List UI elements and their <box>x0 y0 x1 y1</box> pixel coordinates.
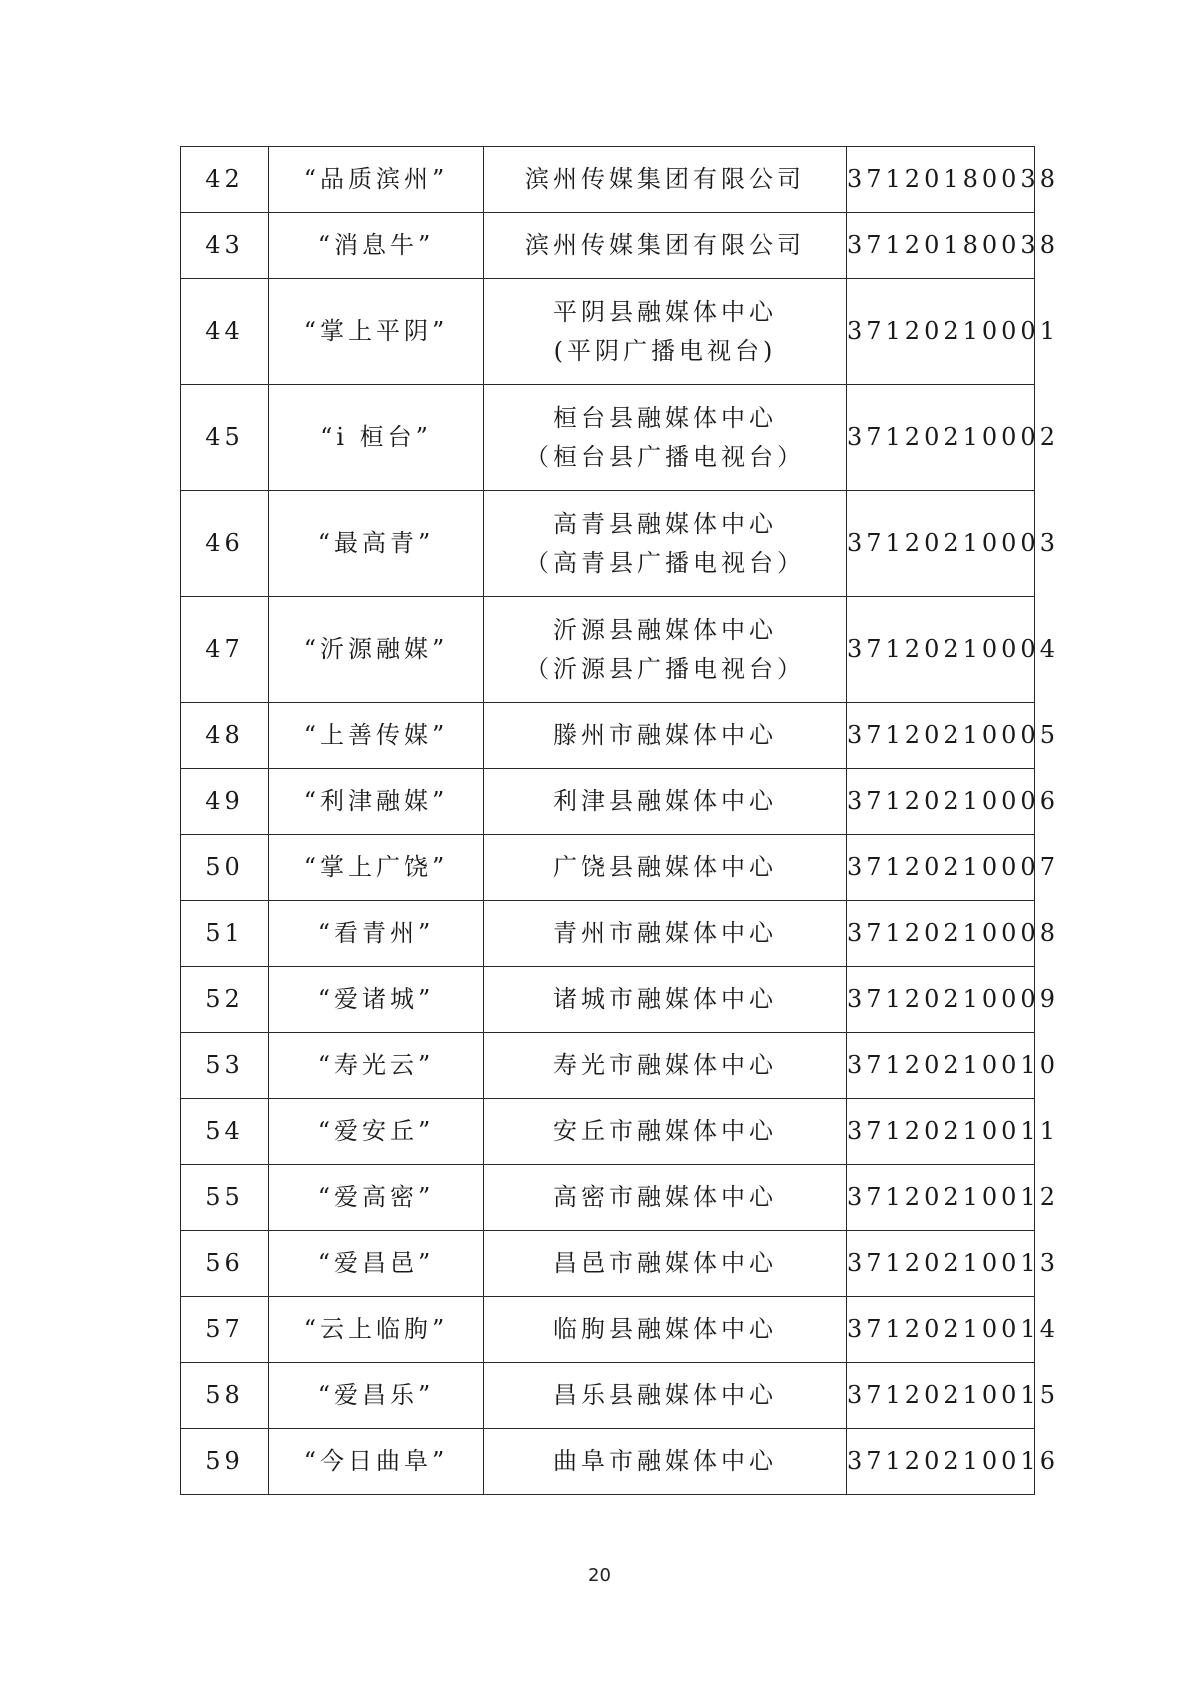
license-code-cell: 37120210012 <box>847 1165 1035 1231</box>
client-name-cell: “i 桓台” <box>269 385 484 491</box>
table-row <box>181 1165 1035 1231</box>
license-code-cell: 37120180038 <box>847 147 1035 213</box>
organization-line: (平阴广播电视台) <box>553 336 777 365</box>
license-code-cell: 37120210011 <box>847 1099 1035 1165</box>
table-row <box>181 769 1035 835</box>
organization-cell <box>484 597 847 703</box>
row-number-cell: 42 <box>181 147 269 213</box>
organization-line: 临朐县融媒体中心 <box>553 1315 777 1344</box>
client-name-cell: “爱高密” <box>269 1165 484 1231</box>
organization-cell <box>484 1297 847 1363</box>
organization-line: 高密市融媒体中心 <box>553 1183 777 1212</box>
organization-line: 高青县融媒体中心 <box>553 510 777 539</box>
row-number-cell: 44 <box>181 279 269 385</box>
table-row <box>181 1429 1035 1495</box>
row-number-cell: 48 <box>181 703 269 769</box>
organization-cell <box>484 279 847 385</box>
client-name-cell: “爱安丘” <box>269 1099 484 1165</box>
license-code-cell: 37120210010 <box>847 1033 1035 1099</box>
license-code-cell: 37120180038 <box>847 213 1035 279</box>
organization-line: 广饶县融媒体中心 <box>553 853 777 882</box>
table-row <box>181 213 1035 279</box>
organization-line: 沂源县融媒体中心 <box>553 616 777 645</box>
client-name-cell: “掌上平阴” <box>269 279 484 385</box>
client-name-cell: “爱诸城” <box>269 967 484 1033</box>
page-number: 20 <box>588 1565 611 1586</box>
organization-cell <box>484 769 847 835</box>
row-number-cell: 50 <box>181 835 269 901</box>
organization-line: 青州市融媒体中心 <box>553 919 777 948</box>
organization-line: 利津县融媒体中心 <box>553 787 777 816</box>
organization-line: 滨州传媒集团有限公司 <box>525 231 805 260</box>
organization-line: 昌邑市融媒体中心 <box>553 1249 777 1278</box>
row-number-cell: 56 <box>181 1231 269 1297</box>
organization-line: 安丘市融媒体中心 <box>553 1117 777 1146</box>
organization-line: 滨州传媒集团有限公司 <box>525 165 805 194</box>
table-row <box>181 703 1035 769</box>
organization-line: （高青县广播电视台） <box>525 548 805 577</box>
organization-line: 昌乐县融媒体中心 <box>553 1381 777 1410</box>
license-code-cell: 37120210016 <box>847 1429 1035 1495</box>
registry-table-body <box>181 147 1059 1495</box>
client-name-cell: “利津融媒” <box>269 769 484 835</box>
license-code-cell: 37120210003 <box>847 491 1035 597</box>
row-number-cell: 57 <box>181 1297 269 1363</box>
table-row <box>181 147 1035 213</box>
license-code-cell: 37120210015 <box>847 1363 1035 1429</box>
table-row <box>181 1297 1035 1363</box>
table-row <box>181 1363 1035 1429</box>
client-name-cell: “爱昌邑” <box>269 1231 484 1297</box>
table-row <box>181 1099 1035 1165</box>
table-row <box>181 279 1035 385</box>
client-name-cell: “看青州” <box>269 901 484 967</box>
organization-line: 诸城市融媒体中心 <box>553 985 777 1014</box>
license-code-cell: 37120210014 <box>847 1297 1035 1363</box>
organization-cell <box>484 147 847 213</box>
row-number-cell: 53 <box>181 1033 269 1099</box>
table-row <box>181 385 1035 491</box>
client-name-cell: “消息牛” <box>269 213 484 279</box>
organization-cell <box>484 213 847 279</box>
organization-cell <box>484 967 847 1033</box>
license-code-cell: 37120210002 <box>847 385 1035 491</box>
row-number-cell: 59 <box>181 1429 269 1495</box>
client-name-cell: “今日曲阜” <box>269 1429 484 1495</box>
organization-cell <box>484 1363 847 1429</box>
license-code-cell: 37120210008 <box>847 901 1035 967</box>
organization-line: 曲阜市融媒体中心 <box>553 1447 777 1476</box>
row-number-cell: 51 <box>181 901 269 967</box>
license-code-cell: 37120210001 <box>847 279 1035 385</box>
row-number-cell: 46 <box>181 491 269 597</box>
table-row <box>181 901 1035 967</box>
organization-cell <box>484 1033 847 1099</box>
license-code-cell: 37120210005 <box>847 703 1035 769</box>
table-row <box>181 967 1035 1033</box>
organization-line: （桓台县广播电视台） <box>525 442 805 471</box>
organization-cell <box>484 703 847 769</box>
row-number-cell: 54 <box>181 1099 269 1165</box>
client-name-cell: “最高青” <box>269 491 484 597</box>
row-number-cell: 47 <box>181 597 269 703</box>
row-number-cell: 52 <box>181 967 269 1033</box>
license-code-cell: 37120210004 <box>847 597 1035 703</box>
row-number-cell: 58 <box>181 1363 269 1429</box>
organization-cell <box>484 491 847 597</box>
organization-cell <box>484 835 847 901</box>
row-number-cell: 45 <box>181 385 269 491</box>
organization-cell <box>484 385 847 491</box>
license-code-cell: 37120210006 <box>847 769 1035 835</box>
row-number-cell: 49 <box>181 769 269 835</box>
client-name-cell: “上善传媒” <box>269 703 484 769</box>
organization-cell <box>484 1231 847 1297</box>
table-row <box>181 835 1035 901</box>
table-row <box>181 1231 1035 1297</box>
table-row <box>181 597 1035 703</box>
organization-line: 寿光市融媒体中心 <box>553 1051 777 1080</box>
row-number-cell: 43 <box>181 213 269 279</box>
client-name-cell: “掌上广饶” <box>269 835 484 901</box>
row-number-cell: 55 <box>181 1165 269 1231</box>
organization-cell <box>484 1165 847 1231</box>
organization-line: 桓台县融媒体中心 <box>553 404 777 433</box>
client-name-cell: “寿光云” <box>269 1033 484 1099</box>
client-name-cell: “品质滨州” <box>269 147 484 213</box>
organization-cell <box>484 1429 847 1495</box>
license-code-cell: 37120210007 <box>847 835 1035 901</box>
table-row <box>181 491 1035 597</box>
license-code-cell: 37120210009 <box>847 967 1035 1033</box>
organization-line: （沂源县广播电视台） <box>525 654 805 683</box>
client-name-cell: “云上临朐” <box>269 1297 484 1363</box>
organization-cell <box>484 901 847 967</box>
organization-cell <box>484 1099 847 1165</box>
organization-line: 平阴县融媒体中心 <box>553 298 777 327</box>
organization-line: 滕州市融媒体中心 <box>553 721 777 750</box>
registry-table <box>180 146 1059 1495</box>
client-name-cell: “沂源融媒” <box>269 597 484 703</box>
client-name-cell: “爱昌乐” <box>269 1363 484 1429</box>
license-code-cell: 37120210013 <box>847 1231 1035 1297</box>
table-row <box>181 1033 1035 1099</box>
